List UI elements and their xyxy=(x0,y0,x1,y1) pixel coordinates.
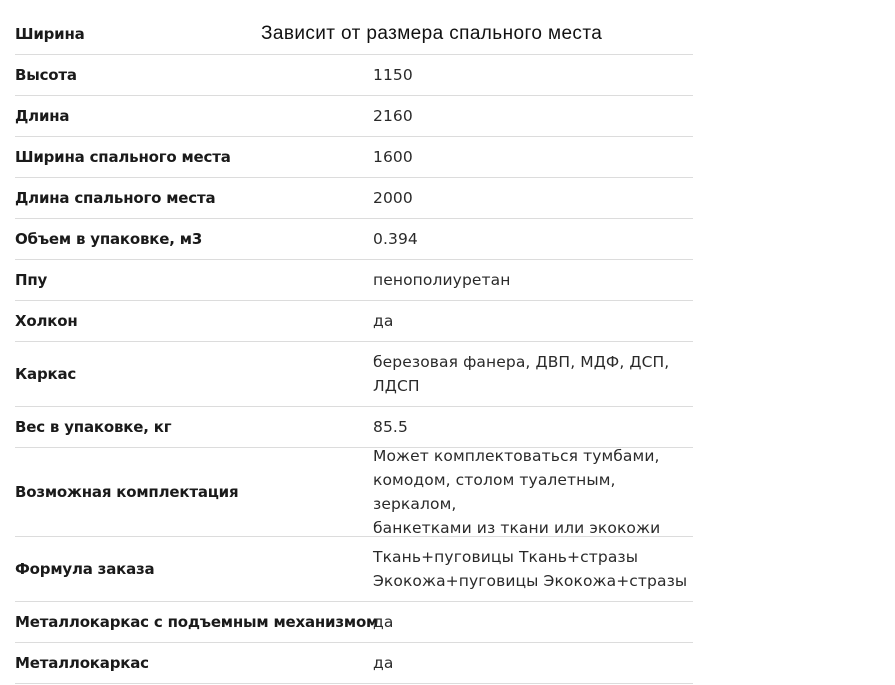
spec-row-package-weight xyxy=(15,407,693,448)
spec-row-height xyxy=(15,55,693,96)
spec-label: Холкон xyxy=(15,312,78,330)
spec-value xyxy=(373,145,693,169)
spec-value xyxy=(373,415,693,439)
spec-value xyxy=(373,651,693,675)
spec-value xyxy=(373,227,693,251)
spec-label: Длина спального места xyxy=(15,189,216,207)
spec-value-line: 0.394 xyxy=(373,230,418,248)
spec-row-holkon xyxy=(15,301,693,342)
spec-label: Ширина xyxy=(15,25,85,43)
spec-value xyxy=(373,309,693,333)
spec-value-line: березовая фанера, ДВП, МДФ, ДСП, xyxy=(373,353,670,371)
spec-row-ppu xyxy=(15,260,693,301)
spec-label: Металлокаркас xyxy=(15,654,149,672)
spec-value-line: 1600 xyxy=(373,148,413,166)
spec-row-configuration xyxy=(15,448,693,537)
spec-value-line: Зависит от размера спального места xyxy=(261,23,603,44)
spec-value-line: ЛДСП xyxy=(373,377,420,395)
spec-value-line: комодом, столом туалетным, зеркалом, xyxy=(373,471,616,513)
spec-value-line: Экокожа+пуговицы Экокожа+стразы xyxy=(373,572,688,590)
spec-value xyxy=(373,610,693,634)
spec-row-metal-frame-lift xyxy=(15,602,693,643)
spec-value-line: 2160 xyxy=(373,107,413,125)
spec-value-line: да xyxy=(373,613,394,631)
spec-value xyxy=(373,186,693,210)
spec-label: Вес в упаковке, кг xyxy=(15,418,172,436)
spec-value-line: Ткань+пуговицы Ткань+стразы xyxy=(373,548,639,566)
spec-label: Объем в упаковке, м3 xyxy=(15,230,203,248)
spec-value-line: 85.5 xyxy=(373,418,408,436)
spec-value-line: 2000 xyxy=(373,189,413,207)
spec-label: Ппу xyxy=(15,271,48,289)
spec-value xyxy=(373,350,693,398)
spec-value-line: банкетками из ткани или экокожи xyxy=(373,519,661,537)
spec-value xyxy=(373,444,693,540)
spec-label: Ширина спального места xyxy=(15,148,231,166)
spec-label: Высота xyxy=(15,66,77,84)
spec-row-frame xyxy=(15,342,693,407)
spec-label: Длина xyxy=(15,107,70,125)
spec-row-width xyxy=(15,14,693,55)
spec-row-metal-frame xyxy=(15,643,693,684)
spec-value xyxy=(373,268,693,292)
spec-row-sleeping-length xyxy=(15,178,693,219)
spec-value-line: Может комплектоваться тумбами, xyxy=(373,447,660,465)
spec-row-package-volume xyxy=(15,219,693,260)
spec-label: Возможная комплектация xyxy=(15,483,239,501)
spec-label: Формула заказа xyxy=(15,560,155,578)
spec-value xyxy=(261,22,693,46)
spec-value xyxy=(373,545,693,593)
spec-row-sleeping-width xyxy=(15,137,693,178)
spec-value-line: пенополиуретан xyxy=(373,271,511,289)
spec-value-line: 1150 xyxy=(373,66,413,84)
spec-value xyxy=(373,104,693,128)
spec-row-order-formula xyxy=(15,537,693,602)
spec-label: Каркас xyxy=(15,365,77,383)
spec-value-line: да xyxy=(373,654,394,672)
specs-table xyxy=(15,14,693,684)
spec-row-length xyxy=(15,96,693,137)
spec-value-line: да xyxy=(373,312,394,330)
spec-value xyxy=(373,63,693,87)
spec-label: Металлокаркас с подъемным механизмом xyxy=(15,613,379,631)
